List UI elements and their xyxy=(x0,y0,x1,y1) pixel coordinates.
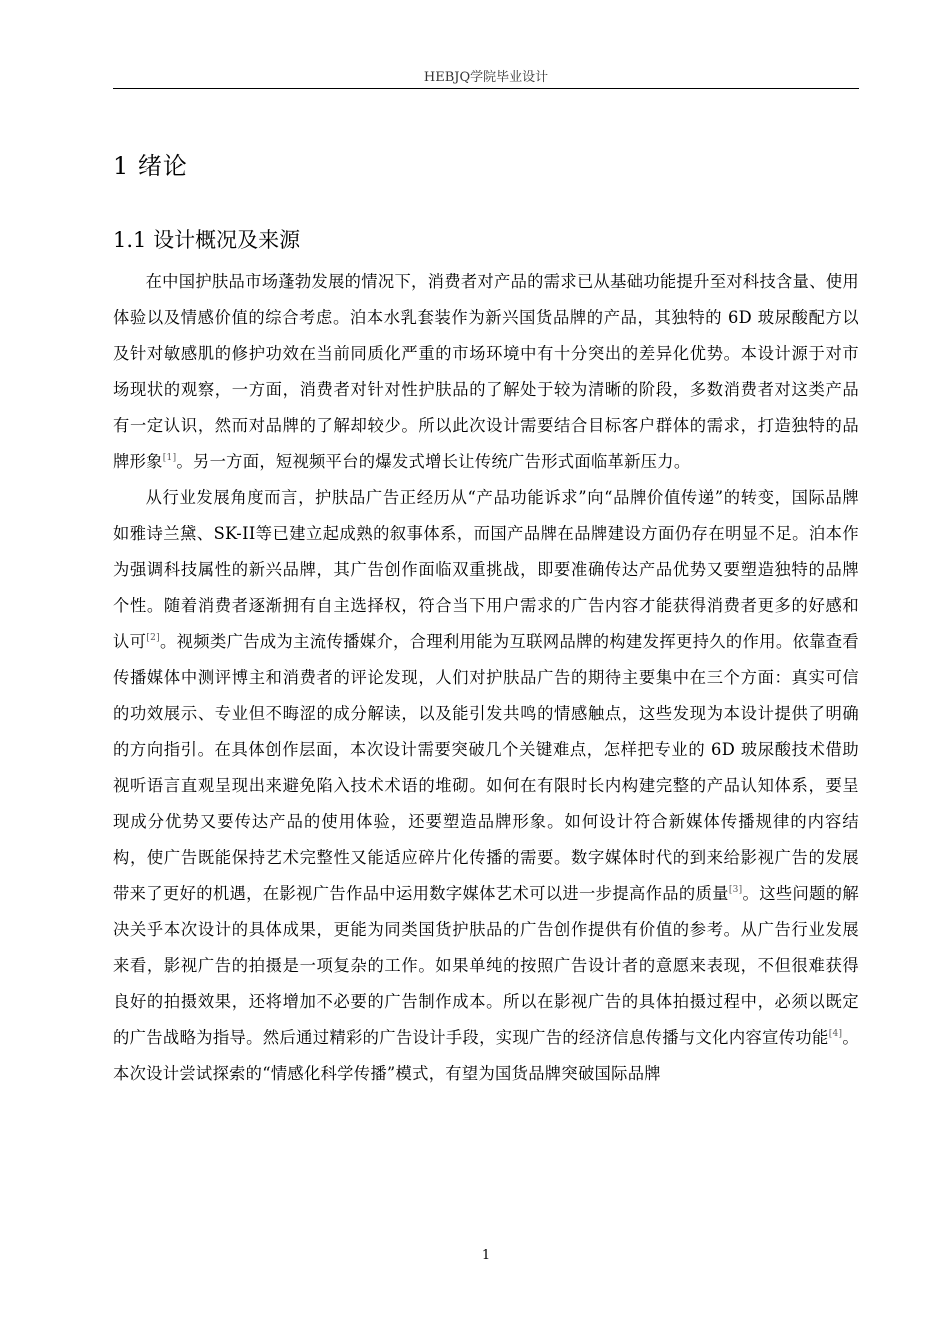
citation-3: [3] xyxy=(728,885,743,895)
paragraph-1 xyxy=(113,264,859,480)
paragraph-text: 。这些问题的解决关乎本次设计的具体成果，更能为同类国货护肤品的广告创作提供有价值的参考。从广告行业发展来看，影视广告的拍摄是一项复杂的工作。如果单纯的按照广告设计者的意愿来表现，不但很难获得良好的拍摄效果，还将增加不必要的广告制作成本。所以在影视广告的具体拍摄过程中，必须以既定的广告战略为指导。然后通过精彩的广告设计手段，实现广告的经济信息传播与文化内容宣传功能 xyxy=(113,884,859,1047)
paragraph-2 xyxy=(113,480,859,1092)
page-number: 1 xyxy=(481,1248,491,1263)
body-text xyxy=(113,264,859,1092)
citation-1: [1] xyxy=(162,453,177,463)
paragraph-text: 。另一方面，短视频平台的爆发式增长让传统广告形式面临革新压力。 xyxy=(176,452,691,471)
header-divider xyxy=(113,88,859,89)
paragraph-text: 在中国护肤品市场蓬勃发展的情况下，消费者对产品的需求已从基础功能提升至对科技含量、使用体验以及情感价值的综合考虑。泊本水乳套装作为新兴国货品牌的产品，其独特的 6D 玻尿酸配方以及针对敏感肌的修护功效在当前同质化严重的市场环境中有十分突出的差异化优势。本设计源于对市场现状的观察，一方面，消费者对针对性护肤品的了解处于较为清晰的阶段，多数消费者对这类产品有一定认识，然而对品牌的了解却较少。所以此次设计需要结合目标客户群体的需求，打造独特的品牌形象 xyxy=(113,272,859,471)
page-header: HEBJQ学院毕业设计 xyxy=(423,70,549,85)
citation-4: [4] xyxy=(828,1029,843,1039)
paragraph-text: 。本次设计尝试探索的“情感化科学传播”模式，有望为国货品牌突破国际品牌 xyxy=(113,1028,859,1083)
paragraph-text: 。视频类广告成为主流传播媒介，合理利用能为互联网品牌的构建发挥更持久的作用。依靠查看传播媒体中测评博主和消费者的评论发现，人们对护肤品广告的期待主要集中在三个方面：真实可信的功效展示、专业但不晦涩的成分解读，以及能引发共鸣的情感触点，这些发现为本设计提供了明确的方向指引。在具体创作层面，本次设计需要突破几个关键难点，怎样把专业的 6D 玻尿酸技术借助视听语言直观呈现出来避免陷入技术术语的堆砌。如何在有限时长内构建完整的产品认知体系，要呈现成分优势又要传达产品的使用体验，还要塑造品牌形象。如何设计符合新媒体传播规律的内容结构，使广告既能保持艺术完整性又能适应碎片化传播的需要。数字媒体时代的到来给影视广告的发展带来了更好的机遇，在影视广告作品中运用数字媒体艺术可以进一步提高作品的质量 xyxy=(113,632,859,903)
citation-2: [2] xyxy=(146,633,160,643)
chapter-title: 1 绪论 xyxy=(113,152,188,180)
section-title: 1.1 设计概况及来源 xyxy=(113,228,301,252)
paragraph-text: 从行业发展角度而言，护肤品广告正经历从“产品功能诉求”向“品牌价值传递”的转变，国际品牌如雅诗兰黛、SK-II等已建立起成熟的叙事体系，而国产品牌在品牌建设方面仍存在明显不足。泊本作为强调科技属性的新兴品牌，其广告创作面临双重挑战，即要准确传达产品优势又要塑造独特的品牌个性。随着消费者逐渐拥有自主选择权，符合当下用户需求的广告内容才能获得消费者更多的好感和认可 xyxy=(113,488,859,651)
